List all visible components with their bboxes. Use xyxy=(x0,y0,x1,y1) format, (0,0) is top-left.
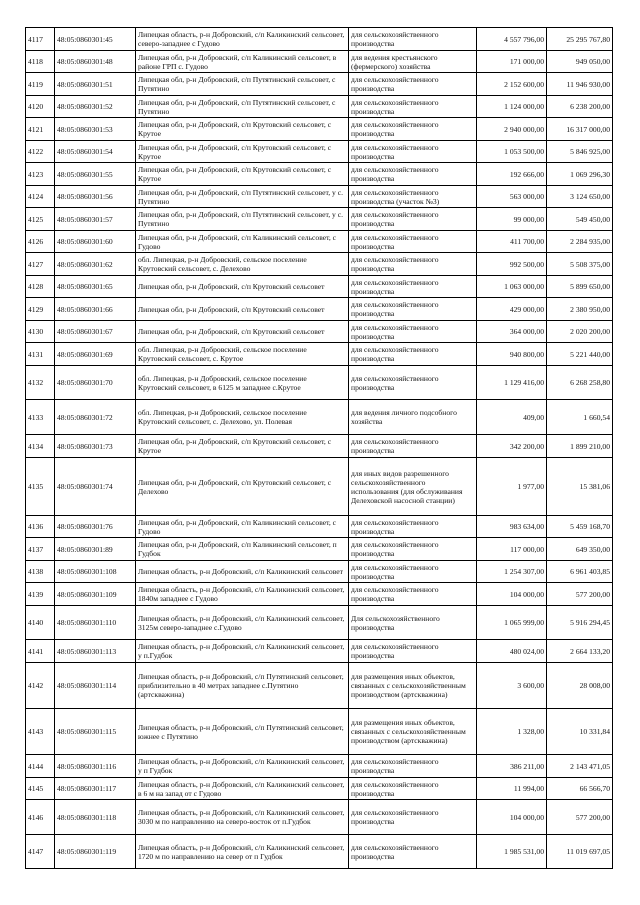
table-row xyxy=(26,321,613,343)
cadastral-value-cell: 28 008,00 xyxy=(547,663,613,709)
cadastral-value-cell: 577 200,00 xyxy=(547,800,613,835)
address-cell: обл. Липецкая, р-н Добровский, сельское поселение Крутовский сельсовет, с. Делехово xyxy=(136,253,349,276)
row-number-cell: 4137 xyxy=(26,538,55,561)
address-cell: Липецкая область, р-н Добровский, с/п Каликинский сельсовет xyxy=(136,561,349,583)
land-use-cell: для сельскохозяйственного производства xyxy=(349,538,477,561)
land-use-cell: для иных видов разрешенного сельскохозяйственного использования (для обслуживания Делеховской насосной станции) xyxy=(349,458,477,516)
land-use-cell: для сельскохозяйственного производства xyxy=(349,583,477,606)
area-cell: 940 800,00 xyxy=(477,343,547,366)
land-use-cell: для сельскохозяйственного производства xyxy=(349,73,477,96)
cadastral-value-cell: 15 381,06 xyxy=(547,458,613,516)
cadastral-value-cell: 66 566,70 xyxy=(547,778,613,800)
row-number-cell: 4123 xyxy=(26,163,55,186)
row-number-cell: 4120 xyxy=(26,96,55,118)
cadastral-number-cell: 48:05:0860301:89 xyxy=(55,538,136,561)
cadastral-value-cell: 5 221 440,00 xyxy=(547,343,613,366)
cadastral-number-cell: 48:05:0860301:118 xyxy=(55,800,136,835)
row-number-cell: 4133 xyxy=(26,400,55,435)
cadastral-value-cell: 949 050,00 xyxy=(547,51,613,73)
table-row xyxy=(26,118,613,141)
cadastral-number-cell: 48:05:0860301:110 xyxy=(55,606,136,640)
area-cell: 3 600,00 xyxy=(477,663,547,709)
row-number-cell: 4119 xyxy=(26,73,55,96)
cadastral-value-cell: 6 268 258,80 xyxy=(547,366,613,400)
cadastral-value-cell: 25 295 767,80 xyxy=(547,28,613,51)
area-cell: 429 000,00 xyxy=(477,298,547,321)
cadastral-value-cell: 6 238 200,00 xyxy=(547,96,613,118)
address-cell: Липецкая обл, р-н Добровский, с/п Крутовский сельсовет, с Крутое xyxy=(136,435,349,458)
area-cell: 1 124 000,00 xyxy=(477,96,547,118)
land-use-cell: для ведения личного подсобного хозяйства xyxy=(349,400,477,435)
land-use-cell: для сельскохозяйственного производства xyxy=(349,298,477,321)
cadastral-value-cell: 2 284 935,00 xyxy=(547,231,613,253)
row-number-cell: 4142 xyxy=(26,663,55,709)
land-use-cell: для сельскохозяйственного производства (участок №3) xyxy=(349,186,477,208)
area-cell: 1 254 307,00 xyxy=(477,561,547,583)
cadastral-number-cell: 48:05:0860301:113 xyxy=(55,640,136,663)
cadastral-number-cell: 48:05:0860301:108 xyxy=(55,561,136,583)
area-cell: 342 200,00 xyxy=(477,435,547,458)
land-registry-table xyxy=(25,27,613,869)
area-cell: 1 063 000,00 xyxy=(477,276,547,298)
address-cell: Липецкая обл, р-н Добровский, с/п Путятинский сельсовет, у с. Путятино xyxy=(136,186,349,208)
table-row xyxy=(26,231,613,253)
land-use-cell: для сельскохозяйственного производства xyxy=(349,276,477,298)
land-use-cell: для сельскохозяйственного производства xyxy=(349,343,477,366)
area-cell: 1 328,00 xyxy=(477,709,547,755)
land-use-cell: для сельскохозяйственного производства xyxy=(349,561,477,583)
table-row xyxy=(26,343,613,366)
land-use-cell: для размещения иных объектов, связанных с сельскохозяйственным производством (артскважина) xyxy=(349,663,477,709)
row-number-cell: 4141 xyxy=(26,640,55,663)
area-cell: 1 129 416,00 xyxy=(477,366,547,400)
land-use-cell: Для сельскохозяйственного производства xyxy=(349,606,477,640)
table-row xyxy=(26,800,613,835)
area-cell: 171 000,00 xyxy=(477,51,547,73)
row-number-cell: 4138 xyxy=(26,561,55,583)
cadastral-value-cell: 2 020 200,00 xyxy=(547,321,613,343)
area-cell: 1 065 999,00 xyxy=(477,606,547,640)
address-cell: Липецкая обл, р-н Добровский, с/п Каликинский сельсовет, с Гудово xyxy=(136,516,349,538)
table-row xyxy=(26,186,613,208)
table-row xyxy=(26,163,613,186)
land-use-cell: для сельскохозяйственного производства xyxy=(349,96,477,118)
land-use-cell: для сельскохозяйственного производства xyxy=(349,118,477,141)
table-row xyxy=(26,73,613,96)
land-use-cell: для сельскохозяйственного производства xyxy=(349,516,477,538)
cadastral-number-cell: 48:05:0860301:60 xyxy=(55,231,136,253)
address-cell: Липецкая область, р-н Добровский, с/п Путятинский сельсовет, южнее с Путятино xyxy=(136,709,349,755)
cadastral-number-cell: 48:05:0860301:73 xyxy=(55,435,136,458)
land-use-cell: для сельскохозяйственного производства xyxy=(349,800,477,835)
cadastral-value-cell: 10 331,84 xyxy=(547,709,613,755)
address-cell: Липецкая обл, р-н Добровский, с/п Путятинский сельсовет, у с. Путятино xyxy=(136,208,349,231)
area-cell: 1 977,00 xyxy=(477,458,547,516)
cadastral-value-cell: 577 200,00 xyxy=(547,583,613,606)
cadastral-value-cell: 1 899 210,00 xyxy=(547,435,613,458)
area-cell: 2 940 000,00 xyxy=(477,118,547,141)
address-cell: обл. Липецкая, р-н Добровский, сельское поселение Крутовский сельсовет, с. Крутое xyxy=(136,343,349,366)
address-cell: обл. Липецкая, р-н Добровский, сельское поселение Крутовский сельсовет, в 6125 м западнее с.Крутое xyxy=(136,366,349,400)
cadastral-number-cell: 48:05:0860301:62 xyxy=(55,253,136,276)
row-number-cell: 4117 xyxy=(26,28,55,51)
land-use-cell: для сельскохозяйственного производства xyxy=(349,321,477,343)
cadastral-value-cell: 6 961 403,85 xyxy=(547,561,613,583)
address-cell: обл. Липецкая, р-н Добровский, сельское поселение Крутовский сельсовет, с. Делехово, ул. Полевая xyxy=(136,400,349,435)
row-number-cell: 4118 xyxy=(26,51,55,73)
cadastral-value-cell: 5 916 294,45 xyxy=(547,606,613,640)
address-cell: Липецкая обл, р-н Добровский, с/п Каликинский сельсовет, п Гудбок xyxy=(136,538,349,561)
area-cell: 409,00 xyxy=(477,400,547,435)
table-row xyxy=(26,755,613,778)
address-cell: Липецкая область, р-н Добровский, с/п Каликинский сельсовет, 3125м северо-западнее с.Гудово xyxy=(136,606,349,640)
address-cell: Липецкая область, р-н Добровский, с/п Каликинский сельсовет, у п Гудбок xyxy=(136,755,349,778)
cadastral-value-cell: 11 946 930,00 xyxy=(547,73,613,96)
row-number-cell: 4130 xyxy=(26,321,55,343)
row-number-cell: 4131 xyxy=(26,343,55,366)
area-cell: 117 000,00 xyxy=(477,538,547,561)
cadastral-number-cell: 48:05:0860301:48 xyxy=(55,51,136,73)
address-cell: Липецкая обл, р-н Добровский, с/п Крутовский сельсовет xyxy=(136,321,349,343)
row-number-cell: 4140 xyxy=(26,606,55,640)
cadastral-value-cell: 1 069 296,30 xyxy=(547,163,613,186)
cadastral-value-cell: 2 380 950,00 xyxy=(547,298,613,321)
cadastral-number-cell: 48:05:0860301:57 xyxy=(55,208,136,231)
cadastral-value-cell: 3 124 650,00 xyxy=(547,186,613,208)
table-row xyxy=(26,51,613,73)
land-use-cell: для сельскохозяйственного производства xyxy=(349,755,477,778)
address-cell: Липецкая область, р-н Добровский, с/п Каликинский сельсовет, у п.Гудбок xyxy=(136,640,349,663)
address-cell: Липецкая обл, р-н Добровский, с/п Путятинский сельсовет, с Путятино xyxy=(136,96,349,118)
land-use-cell: для сельскохозяйственного производства xyxy=(349,208,477,231)
row-number-cell: 4126 xyxy=(26,231,55,253)
row-number-cell: 4124 xyxy=(26,186,55,208)
row-number-cell: 4125 xyxy=(26,208,55,231)
cadastral-number-cell: 48:05:0860301:72 xyxy=(55,400,136,435)
cadastral-number-cell: 48:05:0860301:74 xyxy=(55,458,136,516)
address-cell: Липецкая обл, р-н Добровский, с/п Крутовский сельсовет, с Крутое xyxy=(136,163,349,186)
row-number-cell: 4145 xyxy=(26,778,55,800)
cadastral-number-cell: 48:05:0860301:66 xyxy=(55,298,136,321)
cadastral-number-cell: 48:05:0860301:70 xyxy=(55,366,136,400)
table-row xyxy=(26,709,613,755)
cadastral-value-cell: 5 459 168,70 xyxy=(547,516,613,538)
cadastral-value-cell: 16 317 000,00 xyxy=(547,118,613,141)
land-use-cell: для сельскохозяйственного производства xyxy=(349,835,477,869)
table-row xyxy=(26,28,613,51)
table-row xyxy=(26,538,613,561)
cadastral-value-cell: 5 508 375,00 xyxy=(547,253,613,276)
address-cell: Липецкая область, р-н Добровский, с/п Каликинский сельсовет, северо-западнее с Гудово xyxy=(136,28,349,51)
address-cell: Липецкая обл, р-н Добровский, с/п Крутовский сельсовет xyxy=(136,276,349,298)
cadastral-value-cell: 2 664 133,20 xyxy=(547,640,613,663)
area-cell: 192 666,00 xyxy=(477,163,547,186)
cadastral-number-cell: 48:05:0860301:115 xyxy=(55,709,136,755)
table-row xyxy=(26,663,613,709)
row-number-cell: 4122 xyxy=(26,141,55,163)
cadastral-value-cell: 11 019 697,05 xyxy=(547,835,613,869)
land-use-cell: для сельскохозяйственного производства xyxy=(349,253,477,276)
cadastral-number-cell: 48:05:0860301:55 xyxy=(55,163,136,186)
table-row xyxy=(26,640,613,663)
cadastral-value-cell: 2 143 471,05 xyxy=(547,755,613,778)
cadastral-number-cell: 48:05:0860301:69 xyxy=(55,343,136,366)
row-number-cell: 4135 xyxy=(26,458,55,516)
cadastral-number-cell: 48:05:0860301:117 xyxy=(55,778,136,800)
table-row xyxy=(26,400,613,435)
table-body xyxy=(26,28,613,869)
address-cell: Липецкая обл, р-н Добровский, с/п Путятинский сельсовет, с Путятино xyxy=(136,73,349,96)
table-row xyxy=(26,435,613,458)
row-number-cell: 4146 xyxy=(26,800,55,835)
address-cell: Липецкая обл, р-н Добровский, с/п Крутовский сельсовет xyxy=(136,298,349,321)
cadastral-value-cell: 649 350,00 xyxy=(547,538,613,561)
cadastral-number-cell: 48:05:0860301:54 xyxy=(55,141,136,163)
address-cell: Липецкая область, р-н Добровский, с/п Путятинский сельсовет, приблизительно в 40 метрах западнее с.Путятино (артскважина) xyxy=(136,663,349,709)
table-row xyxy=(26,208,613,231)
cadastral-number-cell: 48:05:0860301:67 xyxy=(55,321,136,343)
area-cell: 364 000,00 xyxy=(477,321,547,343)
row-number-cell: 4139 xyxy=(26,583,55,606)
cadastral-value-cell: 549 450,00 xyxy=(547,208,613,231)
address-cell: Липецкая область, р-н Добровский, с/п Каликинский сельсовет, 1720 м по направлению на север от п Гудбок xyxy=(136,835,349,869)
cadastral-number-cell: 48:05:0860301:56 xyxy=(55,186,136,208)
cadastral-number-cell: 48:05:0860301:45 xyxy=(55,28,136,51)
land-use-cell: для сельскохозяйственного производства xyxy=(349,141,477,163)
row-number-cell: 4134 xyxy=(26,435,55,458)
table-row xyxy=(26,778,613,800)
area-cell: 104 000,00 xyxy=(477,800,547,835)
cadastral-number-cell: 48:05:0860301:65 xyxy=(55,276,136,298)
table-row xyxy=(26,835,613,869)
area-cell: 1 985 531,00 xyxy=(477,835,547,869)
land-use-cell: для сельскохозяйственного производства xyxy=(349,435,477,458)
area-cell: 4 557 796,00 xyxy=(477,28,547,51)
area-cell: 983 634,00 xyxy=(477,516,547,538)
area-cell: 2 152 600,00 xyxy=(477,73,547,96)
land-use-cell: для сельскохозяйственного производства xyxy=(349,366,477,400)
area-cell: 11 994,00 xyxy=(477,778,547,800)
table-row xyxy=(26,141,613,163)
land-use-cell: для сельскохозяйственного производства xyxy=(349,231,477,253)
address-cell: Липецкая область, р-н Добровский, с/п Каликинский сельсовет, в 6 м на запад от с Гудово xyxy=(136,778,349,800)
cadastral-number-cell: 48:05:0860301:114 xyxy=(55,663,136,709)
row-number-cell: 4127 xyxy=(26,253,55,276)
land-use-cell: для ведения крестьянского (фермерского) хозяйства xyxy=(349,51,477,73)
cadastral-number-cell: 48:05:0860301:116 xyxy=(55,755,136,778)
area-cell: 563 000,00 xyxy=(477,186,547,208)
land-use-cell: для размещения иных объектов, связанных с сельскохозяйственным производством (артскважина) xyxy=(349,709,477,755)
cadastral-number-cell: 48:05:0860301:53 xyxy=(55,118,136,141)
address-cell: Липецкая область, р-н Добровский, с/п Каликинский сельсовет, 3030 м по направлению на северо-восток от п.Гудбок xyxy=(136,800,349,835)
row-number-cell: 4132 xyxy=(26,366,55,400)
table-row xyxy=(26,276,613,298)
cadastral-value-cell: 5 846 925,00 xyxy=(547,141,613,163)
area-cell: 99 000,00 xyxy=(477,208,547,231)
table-row xyxy=(26,366,613,400)
cadastral-number-cell: 48:05:0860301:119 xyxy=(55,835,136,869)
cadastral-number-cell: 48:05:0860301:52 xyxy=(55,96,136,118)
table-row xyxy=(26,583,613,606)
land-use-cell: для сельскохозяйственного производства xyxy=(349,28,477,51)
cadastral-value-cell: 5 899 650,00 xyxy=(547,276,613,298)
address-cell: Липецкая обл, р-н Добровский, с/п Крутовский сельсовет, с Крутое xyxy=(136,141,349,163)
cadastral-number-cell: 48:05:0860301:76 xyxy=(55,516,136,538)
address-cell: Липецкая обл, р-н Добровский, с/п Крутовский сельсовет, с Делехово xyxy=(136,458,349,516)
address-cell: Липецкая обл, р-н Добровский, с/п Каликинский сельсовет, в районе ГРП с. Гудово xyxy=(136,51,349,73)
area-cell: 386 211,00 xyxy=(477,755,547,778)
table-row xyxy=(26,606,613,640)
row-number-cell: 4128 xyxy=(26,276,55,298)
land-use-cell: для сельскохозяйственного производства xyxy=(349,640,477,663)
table-row xyxy=(26,253,613,276)
area-cell: 1 053 500,00 xyxy=(477,141,547,163)
area-cell: 411 700,00 xyxy=(477,231,547,253)
row-number-cell: 4143 xyxy=(26,709,55,755)
area-cell: 104 000,00 xyxy=(477,583,547,606)
table-row xyxy=(26,516,613,538)
row-number-cell: 4121 xyxy=(26,118,55,141)
row-number-cell: 4136 xyxy=(26,516,55,538)
area-cell: 480 024,00 xyxy=(477,640,547,663)
table-row xyxy=(26,96,613,118)
row-number-cell: 4129 xyxy=(26,298,55,321)
table-row xyxy=(26,458,613,516)
cadastral-number-cell: 48:05:0860301:109 xyxy=(55,583,136,606)
address-cell: Липецкая обл, р-н Добровский, с/п Крутовский сельсовет, с Крутое xyxy=(136,118,349,141)
address-cell: Липецкая область, р-н Добровский, с/п Каликинский сельсовет, 1840м западнее с Гудово xyxy=(136,583,349,606)
row-number-cell: 4144 xyxy=(26,755,55,778)
row-number-cell: 4147 xyxy=(26,835,55,869)
area-cell: 992 500,00 xyxy=(477,253,547,276)
land-use-cell: для сельскохозяйственного производства xyxy=(349,163,477,186)
cadastral-value-cell: 1 660,54 xyxy=(547,400,613,435)
table-row xyxy=(26,298,613,321)
cadastral-number-cell: 48:05:0860301:51 xyxy=(55,73,136,96)
table-row xyxy=(26,561,613,583)
address-cell: Липецкая обл, р-н Добровский, с/п Каликинский сельсовет, с Гудово xyxy=(136,231,349,253)
land-use-cell: для сельскохозяйственного производства xyxy=(349,778,477,800)
